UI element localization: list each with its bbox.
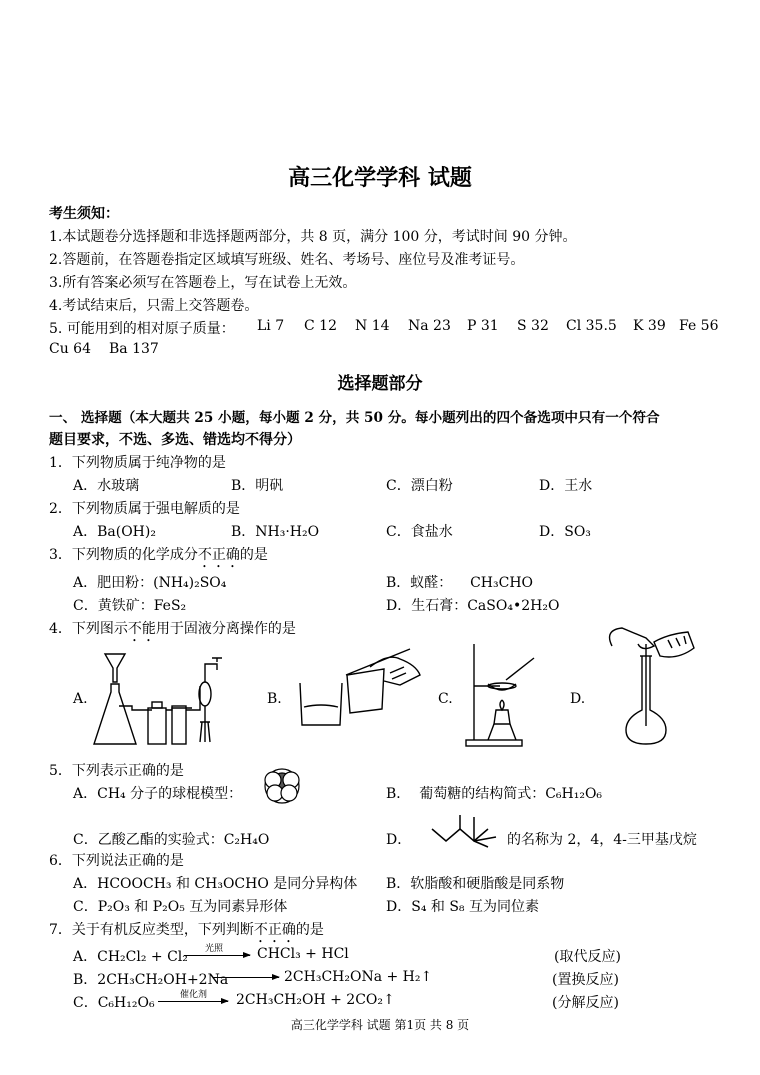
q6-stem: 6．下列说法正确的是 bbox=[49, 853, 184, 869]
beaker-pouring-apparatus bbox=[292, 645, 422, 730]
q3-option-c: C．黄铁矿：FeS₂ bbox=[73, 598, 187, 614]
q6-option-a: A．HCOOCH₃ 和 CH₃OCHO 是同分异构体 bbox=[73, 876, 358, 892]
q3-option-b: B．蚁醛： CH₃CHO bbox=[386, 575, 534, 591]
q2-option-a: A．Ba(OH)₂ bbox=[73, 524, 156, 540]
q7-stem-post: 的是 bbox=[295, 922, 324, 938]
q5-option-a: A．CH₄ 分子的球棍模型： bbox=[73, 786, 243, 802]
q7-stem-emphasis: 不正确 bbox=[253, 922, 296, 938]
q1-option-b: B．明矾 bbox=[231, 478, 284, 494]
q7-option-a-arrow bbox=[184, 955, 250, 956]
ch4-ball-model-icon bbox=[262, 766, 302, 806]
q1-option-a: A．水玻璃 bbox=[73, 478, 140, 494]
mass-ba: Ba 137 bbox=[109, 341, 159, 357]
part-heading-line1: 一、 选择题（本大题共 25 小题，每小题 2 分，共 50 分。每小题列出的四个备选项中只有一个符合 bbox=[49, 410, 660, 426]
atomic-masses bbox=[0, 318, 760, 338]
volumetric-flask-apparatus bbox=[598, 626, 698, 750]
q3-stem bbox=[49, 544, 268, 571]
mass-s: S 32 bbox=[517, 318, 549, 334]
q7-option-a-products: CHCl₃ + HCl bbox=[257, 946, 349, 962]
q7-option-c-products: 2CH₃CH₂OH + 2CO₂↑ bbox=[236, 992, 395, 1008]
q7-option-a-condition: 光照 bbox=[205, 944, 224, 954]
q4-stem-emphasis: 不能 bbox=[127, 621, 156, 637]
notice-item-3: 3.所有答案必须写在答题卷上，写在试卷上无效。 bbox=[49, 275, 357, 291]
mass-na: Na 23 bbox=[408, 318, 451, 334]
q5-option-d-suffix: 的名称为 2，4，4-三甲基戊烷 bbox=[507, 832, 697, 848]
q1-option-c: C．漂白粉 bbox=[386, 478, 453, 494]
mass-cl: Cl 35.5 bbox=[566, 318, 617, 334]
q7-option-c-reactants: C．C₆H₁₂O₆ bbox=[73, 995, 155, 1011]
q2-option-c: C．食盐水 bbox=[386, 524, 453, 540]
q6-option-d: D．S₄ 和 S₈ 互为同位素 bbox=[386, 899, 539, 915]
q4-stem-post: 用于固液分离操作的是 bbox=[155, 621, 296, 637]
q3-option-a: A．肥田粉：(NH₄)₂SO₄ bbox=[73, 575, 227, 591]
page-footer: 高三化学学科 试题 第1页 共 8 页 bbox=[290, 1018, 470, 1032]
q4-stem-pre: 4．下列图示 bbox=[49, 621, 128, 637]
q3-stem-emphasis: 不正确 bbox=[197, 547, 240, 563]
q4-option-d: D. bbox=[570, 691, 586, 707]
mass-li: Li 7 bbox=[257, 318, 285, 334]
mass-cu: Cu 64 bbox=[49, 341, 91, 357]
mass-fe: Fe 56 bbox=[679, 318, 719, 334]
evaporation-apparatus bbox=[460, 640, 540, 748]
q7-option-c-type: (分解反应) bbox=[552, 995, 619, 1011]
q4-option-a: A. bbox=[73, 691, 88, 707]
mass-n: N 14 bbox=[355, 318, 390, 334]
q7-option-b-type: (置换反应) bbox=[552, 972, 619, 988]
skeletal-formula-icon bbox=[430, 813, 500, 849]
part-heading-line2: 题目要求，不选、多选、错选均不得分） bbox=[49, 432, 301, 448]
q1-stem: 1．下列物质属于纯净物的是 bbox=[49, 455, 226, 471]
q7-option-a-reactants: A．CH₂Cl₂ + Cl₂ bbox=[73, 949, 188, 965]
suction-filtration-apparatus bbox=[92, 650, 232, 750]
q7-option-a-type: (取代反应) bbox=[554, 949, 621, 965]
q5-option-d: D． bbox=[386, 832, 412, 848]
notice-item-5: 5. 可能用到的相对原子质量： bbox=[49, 321, 235, 337]
mass-p: P 31 bbox=[467, 318, 499, 334]
q2-stem: 2．下列物质属于强电解质的是 bbox=[49, 501, 240, 517]
notice-item-2: 2.答题前，在答题卷指定区域填写班级、姓名、考场号、座位号及准考证号。 bbox=[49, 252, 525, 268]
q3-option-d: D．生石膏：CaSO₄•2H₂O bbox=[386, 598, 560, 614]
q4-stem bbox=[49, 618, 296, 645]
q5-stem: 5．下列表示正确的是 bbox=[49, 763, 184, 779]
mass-k: K 39 bbox=[633, 318, 666, 334]
q5-option-b: B． 葡萄糖的结构简式：C₆H₁₂O₆ bbox=[386, 786, 603, 802]
q3-stem-pre: 3．下列物质的化学成分 bbox=[49, 547, 198, 563]
q7-option-b-products: 2CH₃CH₂ONa + H₂↑ bbox=[284, 969, 433, 985]
notice-item-4: 4.考试结束后，只需上交答题卷。 bbox=[49, 298, 259, 314]
q7-option-c-condition: 催化剂 bbox=[180, 990, 208, 1000]
q2-option-b: B．NH₃·H₂O bbox=[231, 524, 320, 540]
q4-option-c: C. bbox=[438, 691, 453, 707]
q1-option-d: D．王水 bbox=[539, 478, 593, 494]
notice-item-1: 1.本试题卷分选择题和非选择题两部分，共 8 页，满分 100 分，考试时间 90 分钟。 bbox=[49, 229, 577, 245]
q7-stem bbox=[49, 919, 324, 946]
q2-option-d: D．SO₃ bbox=[539, 524, 591, 540]
q5-option-c: C．乙酸乙酯的实验式：C₂H₄O bbox=[73, 832, 270, 848]
section-title: 选择题部分 bbox=[337, 374, 423, 394]
mass-c: C 12 bbox=[304, 318, 337, 334]
notice-heading: 考生须知： bbox=[49, 206, 119, 222]
q6-option-b: B．软脂酸和硬脂酸是同系物 bbox=[386, 876, 565, 892]
q3-stem-post: 的是 bbox=[239, 547, 268, 563]
page-title: 高三化学学科 试题 bbox=[288, 166, 472, 191]
q7-option-b-reactants: B．2CH₃CH₂OH+2Na bbox=[73, 972, 229, 988]
q4-option-b: B. bbox=[267, 691, 282, 707]
q6-option-c: C．P₂O₃ 和 P₂O₅ 互为同素异形体 bbox=[73, 899, 288, 915]
q7-option-b-arrow bbox=[213, 977, 279, 978]
q7-option-c-arrow bbox=[158, 1001, 228, 1002]
q7-stem-pre: 7．关于有机反应类型，下列判断 bbox=[49, 922, 254, 938]
